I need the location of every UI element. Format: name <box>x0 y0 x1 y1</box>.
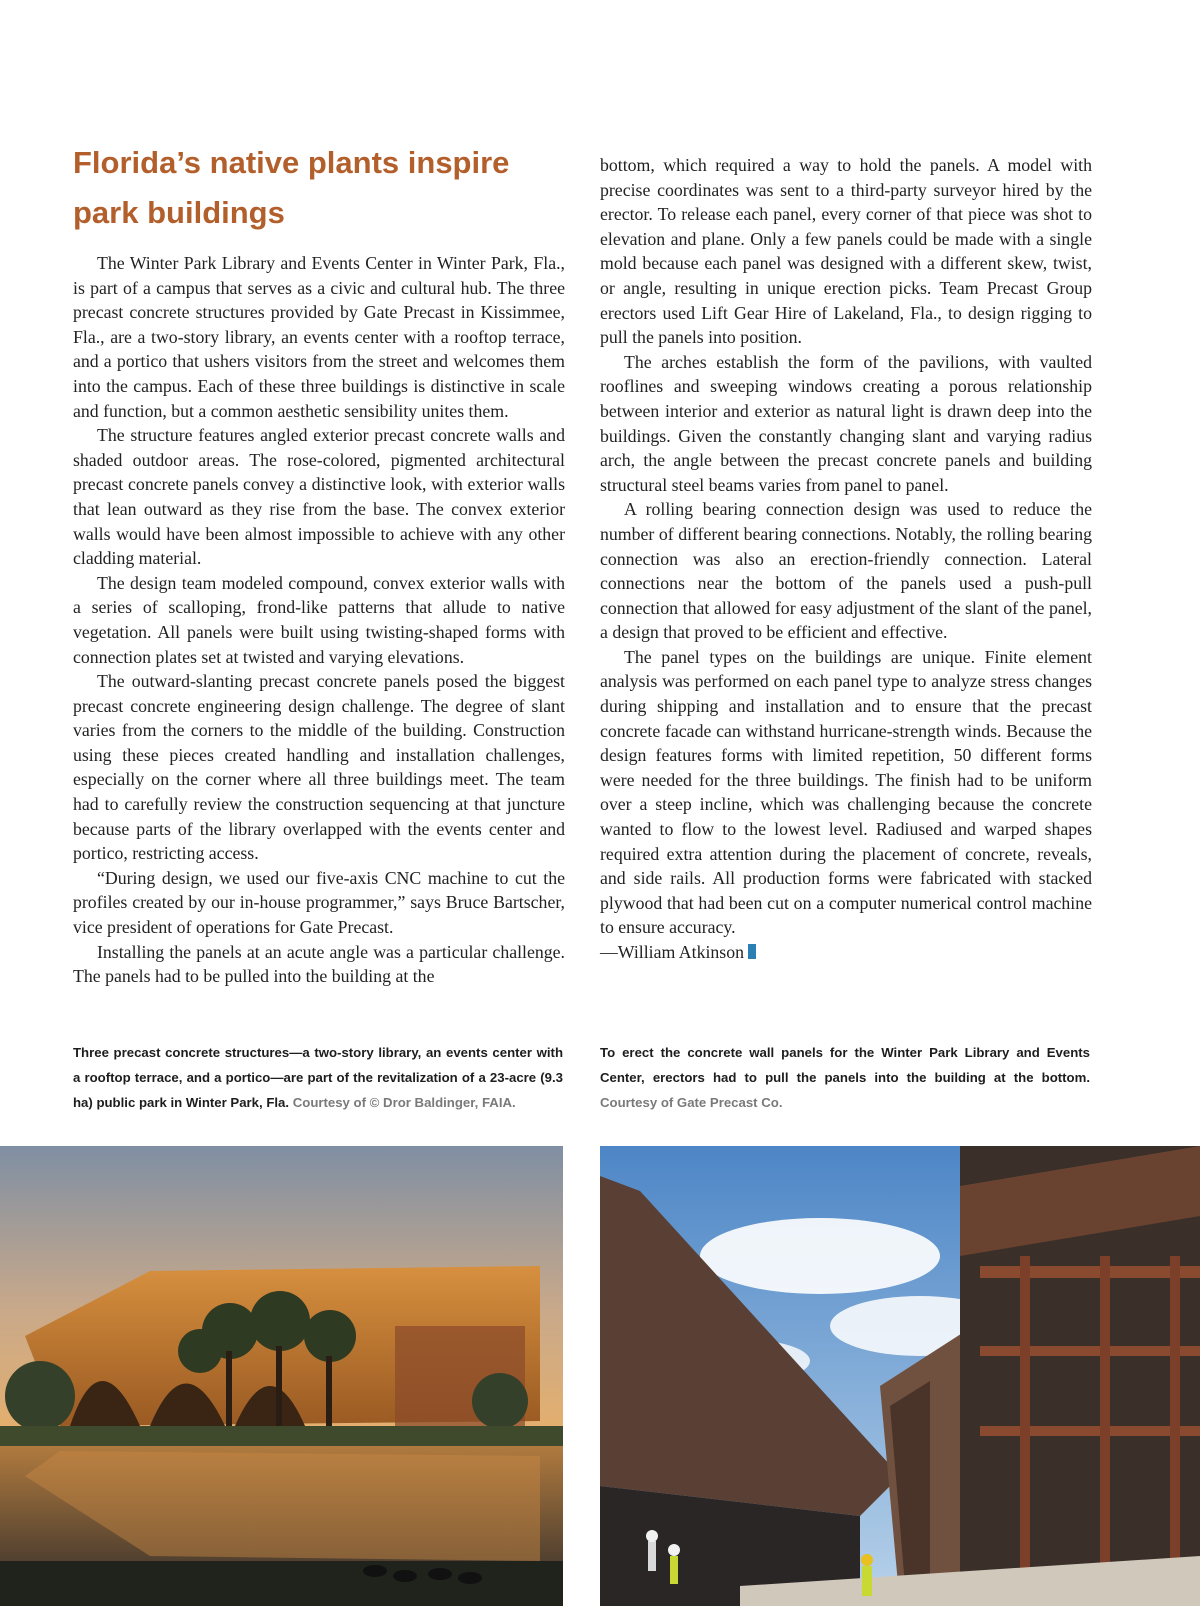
article-headline: Florida’s native plants inspire park buildings <box>73 145 510 230</box>
byline <box>600 940 1092 965</box>
paragraph: Installing the panels at an acute angle was a particular challenge. The panels had to be pulled into the building at the <box>73 941 565 987</box>
caption-text: Three precast concrete structures—a two-story library, an events center with a rooftop terrace, and a portico—are part of the revitalization of a 23-acre (9.3 ha) public park in Winter Park, Fla. <box>73 1045 563 1110</box>
paragraph: The design team modeled compound, convex exterior walls with a series of scalloping, frond-like patterns that allude to native vegetation. All panels were built using twisting-shaped forms with connection plates set at twisted and varying elevations. <box>73 572 565 667</box>
paragraph: The panel types on the buildings are unique. Finite element analysis was performed on each panel type to analyze stress changes during shipping and installation and to ensure that the precast concrete facade can withstand hurricane-strength winds. Because the design features forms with limited repetition, 50 different forms were needed for the three buildings. The finish had to be uniform over a steep incline, which was challenging because the concrete wanted to flow to the lowest level. Radiused and warped shapes required extra attention during the placement of concrete, reveals, and side rails. All production forms were fabricated with stacked plywood that had been cut on a computer numerical control machine to ensure accuracy. <box>600 646 1092 938</box>
caption-text: To erect the concrete wall panels for the Winter Park Library and Events Center, erectors had to pull the panels into the building at the bottom. <box>600 1045 1090 1085</box>
photo-credit: Courtesy of © Dror Baldinger, FAIA. <box>292 1095 516 1110</box>
paragraph-continued: bottom, which required a way to hold the panels. A model with precise coordinates was sent to a third-party surveyor hired by the erector. To release each panel, every corner of that piece was shot to elevation and plane. Only a few panels could be made with a single mold because each panel was designed with a different skew, twist, or angle, resulting in unique erection picks. Team Precast Group erectors used Lift Gear Hire of Lakeland, Fla., to design rigging to pull the panels into position. <box>600 155 1092 348</box>
photo-credit: Courtesy of Gate Precast Co. <box>600 1095 783 1110</box>
library-dusk-photo <box>0 1146 563 1606</box>
photo-caption-left <box>73 1040 563 1115</box>
paragraph: “During design, we used our five-axis CNC machine to cut the profiles created by our in-house programmer,” says Bruce Bartscher, vice president of operations for Gate Precast. <box>73 867 565 938</box>
construction-photo <box>600 1146 1200 1606</box>
paragraph: The Winter Park Library and Events Center in Winter Park, Fla., is part of a campus that serves as a civic and cultural hub. The three precast concrete structures provided by Gate Precast in Kissimmee, Fla., are a two-story library, an events center with a rooftop terrace, and a portico that ushers visitors from the street and welcomes them into the campus. Each of these three buildings is distinctive in scale and function, but a common aesthetic sensibility unites them. <box>73 253 565 421</box>
paragraph: The arches establish the form of the pavilions, with vaulted rooflines and sweeping windows creating a porous relationship between interior and exterior as natural light is drawn deep into the buildings. Given the constantly changing slant and varying radius arch, the angle between the precast concrete panels and building structural steel beams varies from panel to panel. <box>600 351 1092 495</box>
end-mark-icon <box>748 944 759 959</box>
photo-caption-right <box>600 1040 1090 1115</box>
byline-text: —William Atkinson <box>600 942 745 962</box>
article-column-left <box>73 251 565 989</box>
library-dusk-image <box>0 1146 563 1606</box>
paragraph: The outward-slanting precast concrete panels posed the biggest precast concrete engineering design challenge. The degree of slant varies from the corners to the middle of the building. Construction using these pieces created handling and installation challenges, especially on the corner where all three buildings meet. The team had to carefully review the construction sequencing at that juncture because parts of the library overlapped with the events center and portico, restricting access. <box>73 671 565 864</box>
article-column-right <box>600 153 1092 965</box>
construction-image <box>600 1146 1200 1606</box>
paragraph: The structure features angled exterior precast concrete walls and shaded outdoor areas. The rose-colored, pigmented architectural precast concrete panels convey a distinctive look, with exterior walls that lean outward as they rise from the base. The convex exterior walls would have been almost impossible to achieve with any other cladding material. <box>73 425 565 569</box>
paragraph: A rolling bearing connection design was used to reduce the number of different bearing connections. Notably, the rolling bearing connection was also an erection-friendly connection. Lateral connections near the bottom of the panels used a push-pull connection that allowed for easy adjustment of the slant of the panel, a design that proved to be efficient and effective. <box>600 499 1092 643</box>
